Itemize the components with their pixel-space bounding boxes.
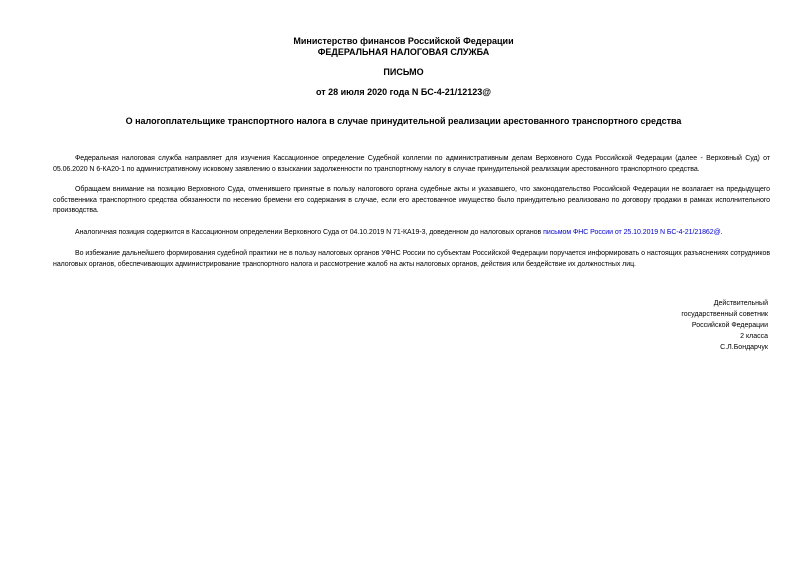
paragraph-2: Обращаем внимание на позицию Верховного Суда, отменившего принятые в пользу налогового органа судебные акты и указавшего, что законодательство Российской Федерации не возлагает на предыдущего собственника транспортного средства обязанности по несению бремени его содержания в случае, если его арестованное имущество было принудительно реализовано по договору продажи в рамках исполнительного производства. bbox=[53, 186, 770, 214]
paragraph-3 bbox=[53, 228, 770, 239]
signature-title-line-2: государственный советник bbox=[681, 311, 768, 318]
document-subject: О налогоплательщике транспортного налога в случае принудительной реализации арестованного транспортного средства bbox=[125, 116, 682, 126]
signature-title-line-4: 2 класса bbox=[740, 333, 768, 340]
paragraph-1: Федеральная налоговая служба направляет для изучения Кассационное определение Судебной коллегии по административным делам Верховного Суда Российской Федерации (далее - Верховный Суд) от 05.06.2020 N 6-КА20-1 по административному исковому заявлению о взыскании задолженности по транспортному налогу в случае принудительной реализации арестованного транспортного средства. bbox=[53, 155, 770, 173]
document-type: ПИСЬМО bbox=[383, 67, 424, 77]
paragraph-3-end: . bbox=[720, 229, 723, 236]
signature-title-line-3: Российской Федерации bbox=[691, 322, 768, 329]
signature-title-line-1: Действительный bbox=[713, 300, 768, 307]
fns-letter-link[interactable]: письмом ФНС России от 25.10.2019 N БС-4-21/21862@ bbox=[543, 229, 721, 236]
signatory-name: С.Л.Бондарчук bbox=[720, 344, 768, 351]
paragraph-4: Во избежание дальнейшего формирования судебной практики не в пользу налоговых органов УФНС России по субъектам Российской Федерации поручается информировать о настоящих разъяснениях сотрудников налоговых органов, обеспечивающих администрирование транспортного налога и рассмотрение жалоб на акты налоговых органов, действия или бездействие их должностных лиц. bbox=[53, 250, 770, 268]
service-name: ФЕДЕРАЛЬНАЯ НАЛОГОВАЯ СЛУЖБА bbox=[317, 47, 490, 57]
document-date-number: от 28 июля 2020 года N БС-4-21/12123@ bbox=[315, 87, 492, 97]
ministry-name: Министерство финансов Российской Федерации bbox=[293, 36, 514, 46]
paragraph-3-text: Аналогичная позиция содержится в Кассационном определении Верховного Суда от 04.10.2019 N 71-КА19-3, доведенном до налоговых органов bbox=[75, 229, 544, 236]
